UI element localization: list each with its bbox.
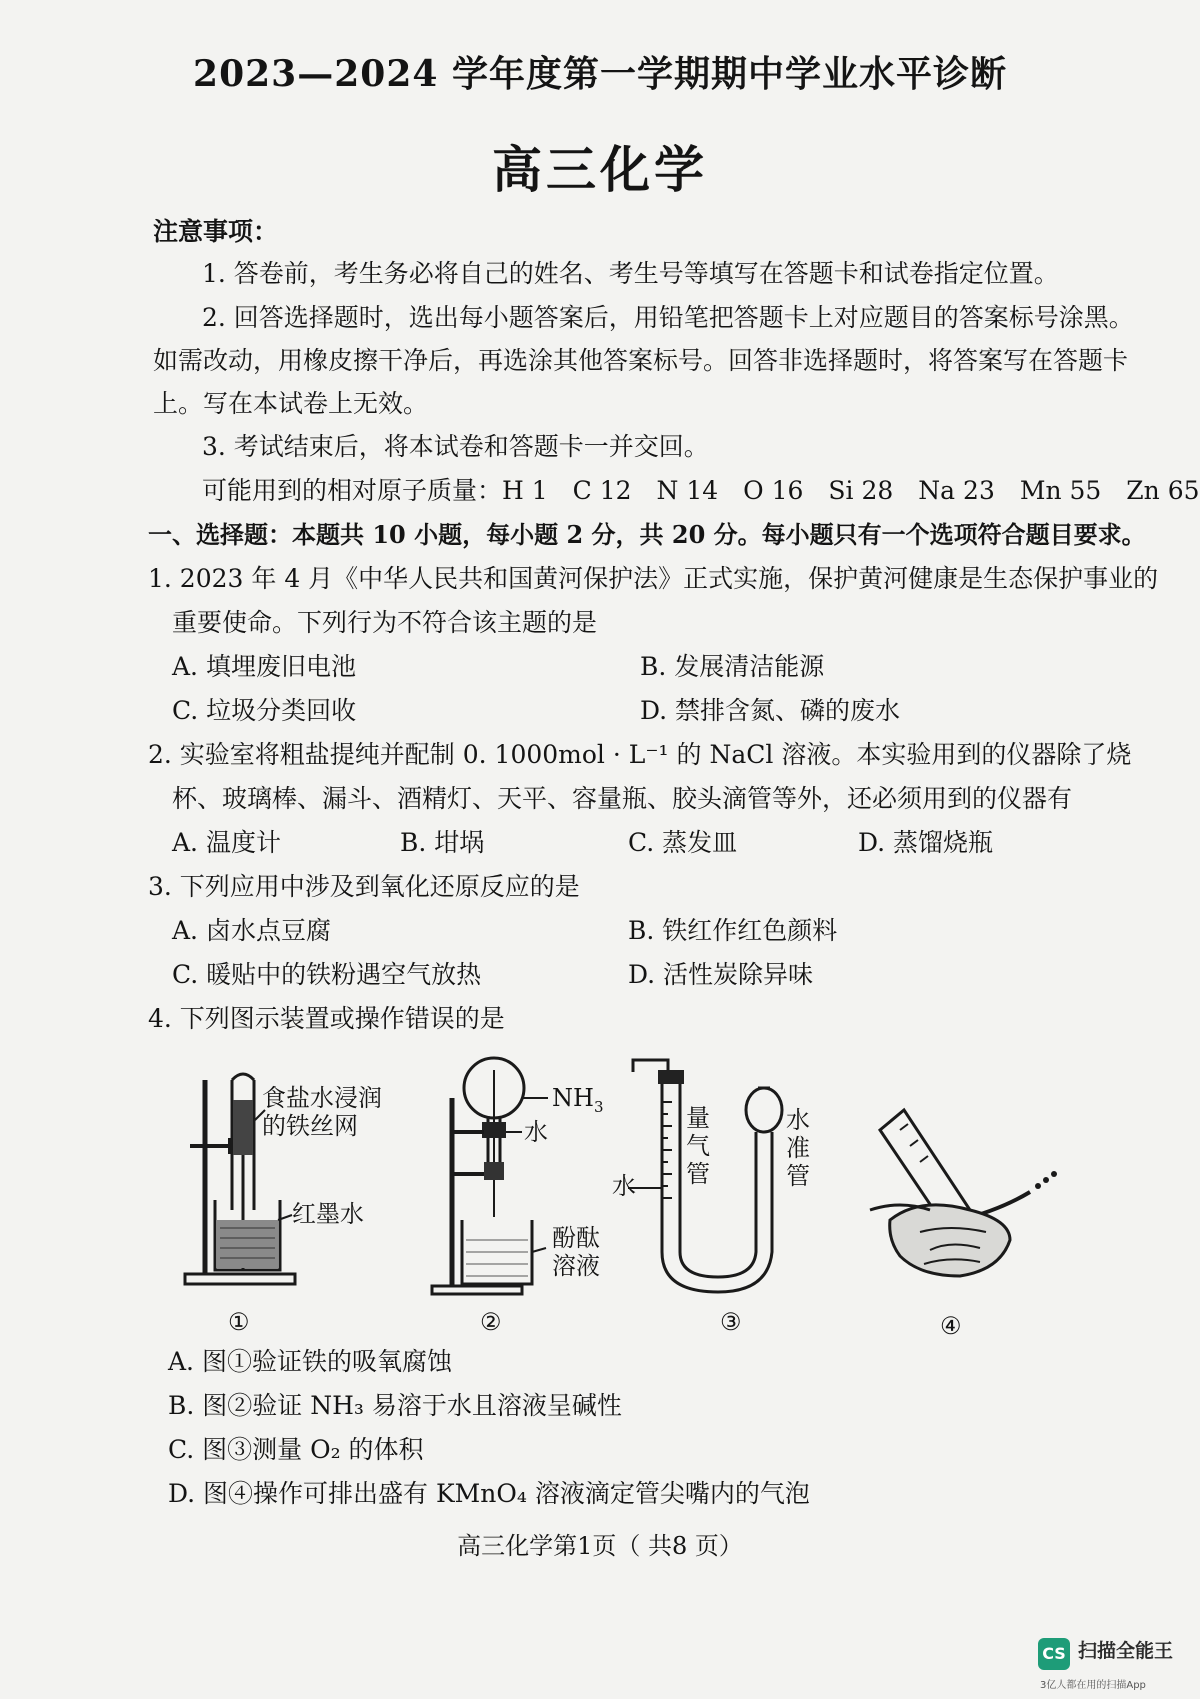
figure-2-label-nh3 bbox=[552, 1084, 603, 1121]
notice-item-1: 1. 答卷前，考生务必将自己的姓名、考生号等填写在答题卡和试卷指定位置。 bbox=[202, 259, 1059, 288]
q2-stem-line2: 杯、玻璃棒、漏斗、酒精灯、天平、容量瓶、胶头滴管等外，还必须用到的仪器有 bbox=[172, 784, 1073, 813]
q3-option-b: B. 铁红作红色颜料 bbox=[628, 916, 838, 945]
q2-option-b: B. 坩埚 bbox=[400, 828, 485, 857]
notice-heading: 注意事项： bbox=[153, 217, 279, 246]
notice-item-2: 2. 回答选择题时，选出每小题答案后，用铅笔把答题卡上对应题目的答案标号涂黑。 bbox=[202, 303, 1134, 332]
notice-item-3: 3. 考试结束后，将本试卷和答题卡一并交回。 bbox=[202, 432, 709, 461]
scanner-tagline: 3亿人都在用的扫描App bbox=[1040, 1680, 1146, 1691]
figure-1-label-red-ink: 红墨水 bbox=[292, 1200, 364, 1228]
q1-stem-line1: 1. 2023 年 4 月《中华人民共和国黄河保护法》正式实施，保护黄河健康是生态保护事业的 bbox=[148, 564, 1159, 593]
q4-option-d: D. 图④操作可排出盛有 KMnO₄ 溶液滴定管尖嘴内的气泡 bbox=[168, 1479, 810, 1508]
q3-option-a: A. 卤水点豆腐 bbox=[172, 916, 331, 945]
figure-3-label-burette-1: 量 bbox=[686, 1104, 710, 1132]
q3-stem: 3. 下列应用中涉及到氧化还原反应的是 bbox=[148, 872, 580, 901]
figure-2-number: ② bbox=[480, 1308, 502, 1336]
q2-option-d: D. 蒸馏烧瓶 bbox=[858, 828, 994, 857]
notice-item-2-cont: 如需改动，用橡皮擦干净后，再选涂其他答案标号。回答非选择题时，将答案写在答题卡 bbox=[153, 346, 1129, 375]
q1-option-d: D. 禁排含氮、磷的废水 bbox=[640, 696, 901, 725]
figure-2-label-water: 水 bbox=[524, 1118, 548, 1146]
q2-option-c: C. 蒸发皿 bbox=[628, 828, 738, 857]
q4-option-a: A. 图①验证铁的吸氧腐蚀 bbox=[168, 1347, 452, 1376]
q3-option-d: D. 活性炭除异味 bbox=[628, 960, 814, 989]
subject-title: 高三化学 bbox=[492, 140, 708, 199]
figure-2-label-phenol-1: 酚酞 bbox=[552, 1224, 600, 1252]
q2-option-a: A. 温度计 bbox=[172, 828, 281, 857]
nh3-subscript: 3 bbox=[593, 1097, 604, 1116]
figure-4-number: ④ bbox=[940, 1312, 962, 1340]
scanner-logo: CS bbox=[1038, 1638, 1070, 1670]
figure-1-label-mesh-2: 的铁丝网 bbox=[262, 1112, 358, 1140]
q2-stem-line1: 2. 实验室将粗盐提纯并配制 0. 1000mol · L⁻¹ 的 NaCl 溶液。本实验用到的仪器除了烧 bbox=[148, 740, 1132, 769]
figure-3-label-water: 水 bbox=[612, 1172, 636, 1200]
figure-1-number: ① bbox=[228, 1308, 250, 1336]
figure-4-drawing bbox=[860, 1100, 1060, 1290]
figure-3-label-burette-3: 管 bbox=[686, 1160, 710, 1188]
figure-3-label-burette-2: 气 bbox=[686, 1132, 710, 1160]
notice-item-2-end: 上。写在本试卷上无效。 bbox=[153, 389, 429, 418]
figure-2-label-phenol-2: 溶液 bbox=[552, 1252, 600, 1280]
q1-stem-line2: 重要使命。下列行为不符合该主题的是 bbox=[172, 608, 598, 637]
q3-option-c: C. 暖贴中的铁粉遇空气放热 bbox=[172, 960, 482, 989]
page-footer: 高三化学第1页（ 共8 页） bbox=[457, 1532, 743, 1560]
scanner-app-name: 扫描全能王 bbox=[1078, 1640, 1174, 1662]
q4-option-c: C. 图③测量 O₂ 的体积 bbox=[168, 1435, 424, 1464]
q4-stem: 4. 下列图示装置或操作错误的是 bbox=[148, 1004, 505, 1033]
figure-3-label-level-1: 水 bbox=[786, 1106, 810, 1134]
figure-1-label-mesh-1: 食盐水浸润 bbox=[262, 1084, 382, 1112]
nh3-text: NH bbox=[552, 1084, 594, 1112]
q1-option-a: A. 填埋废旧电池 bbox=[172, 652, 356, 681]
atomic-masses: 可能用到的相对原子质量：H 1 C 12 N 14 O 16 Si 28 Na 23 Mn 55 Zn 65 bbox=[202, 476, 1200, 505]
q1-option-c: C. 垃圾分类回收 bbox=[172, 696, 357, 725]
q4-option-b: B. 图②验证 NH₃ 易溶于水且溶液呈碱性 bbox=[168, 1391, 622, 1420]
figure-3-label-level-3: 管 bbox=[786, 1162, 810, 1190]
figure-3-label-level-2: 准 bbox=[786, 1134, 810, 1162]
section-heading: 一、选择题：本题共 10 小题，每小题 2 分，共 20 分。每小题只有一个选项符合题目要求。 bbox=[148, 520, 1146, 549]
figure-4-apparatus bbox=[860, 1100, 1060, 1290]
exam-title: 2023—2024 学年度第一学期期中学业水平诊断 bbox=[193, 53, 1007, 95]
figure-3-number: ③ bbox=[720, 1308, 742, 1336]
q1-option-b: B. 发展清洁能源 bbox=[640, 652, 825, 681]
